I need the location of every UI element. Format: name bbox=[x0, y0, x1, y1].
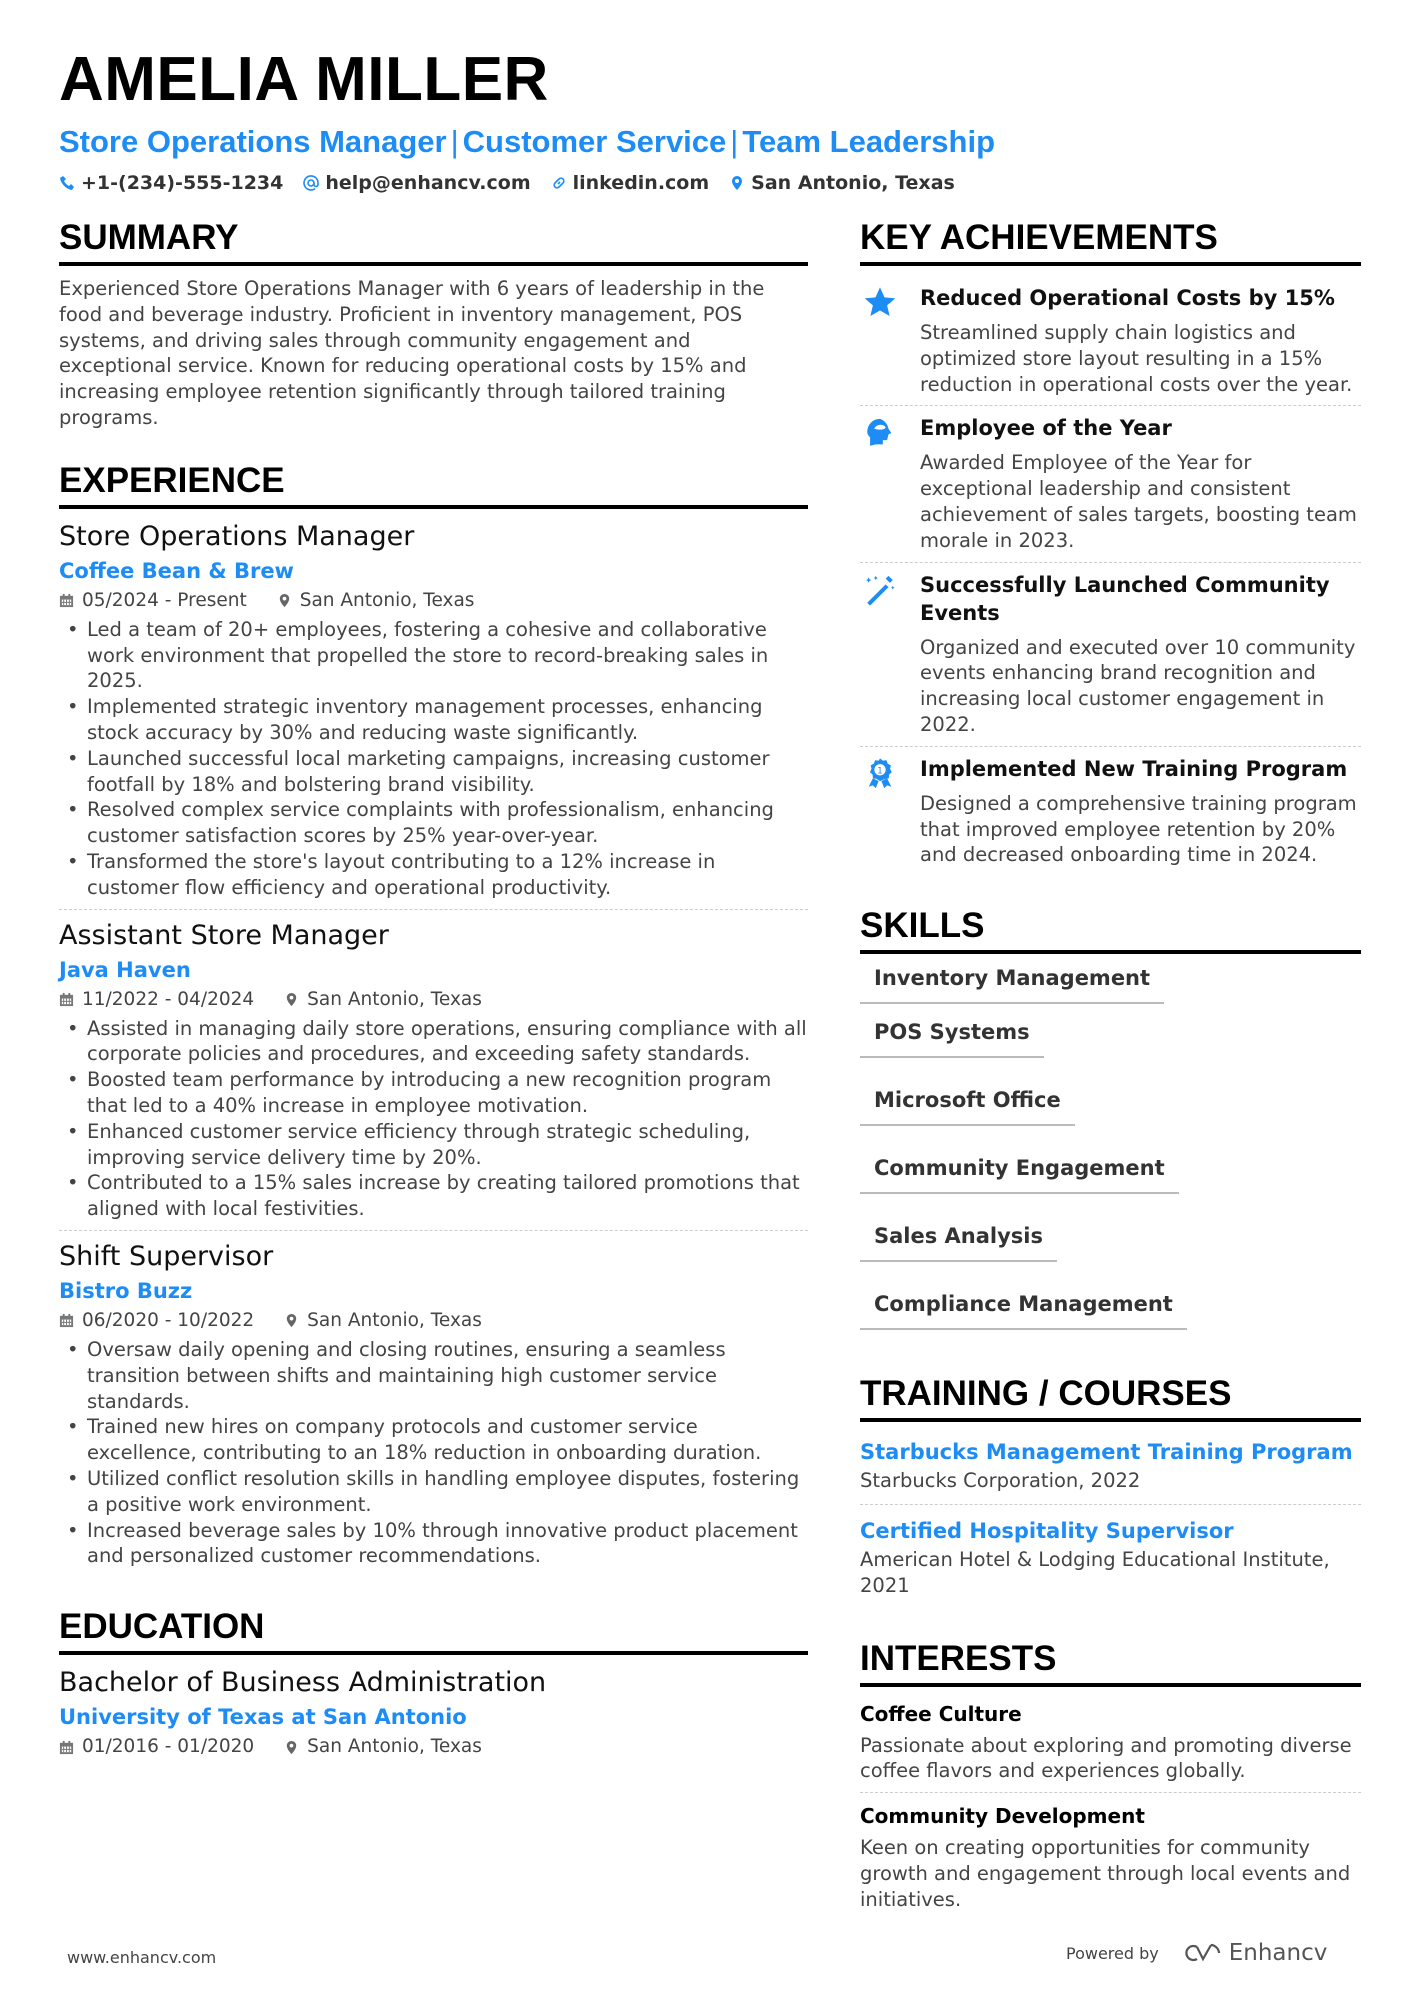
contact-text: +1-(234)-555-1234 bbox=[81, 172, 284, 194]
degree: Bachelor of Business Administration bbox=[59, 1667, 547, 1699]
interest-text: Keen on creating opportunities for community growth and engagement through local events and initiatives. bbox=[860, 1836, 1351, 1911]
course-title[interactable]: Starbucks Management Training Program bbox=[860, 1440, 1353, 1465]
footer-website[interactable]: www.enhancv.com bbox=[67, 1948, 217, 1967]
education-entry bbox=[59, 1665, 808, 1771]
location-icon bbox=[729, 175, 745, 191]
dates bbox=[59, 1733, 254, 1761]
bullet-item: • Enhanced customer service efficiency through strategic scheduling, improving service delivery time by 20%. bbox=[59, 1119, 808, 1171]
interest-text: Passionate about exploring and promoting diverse coffee flavors and experiences globally. bbox=[860, 1733, 1352, 1783]
skill-tag: POS Systems bbox=[860, 1018, 1044, 1058]
experience-section bbox=[59, 459, 808, 1577]
headline bbox=[59, 122, 995, 162]
location bbox=[284, 986, 482, 1014]
achievement-item bbox=[860, 747, 1361, 876]
location-text: San Antonio, Texas bbox=[307, 1736, 482, 1758]
left-column bbox=[59, 216, 808, 1799]
section-title: EXPERIENCE bbox=[59, 459, 808, 509]
achievement-text: Awarded Employee of the Year for exceptional leadership and consistent achievement of sales targets, boosting team morale in 2023. bbox=[920, 451, 1357, 552]
date-location bbox=[59, 1307, 808, 1335]
link-icon bbox=[551, 175, 567, 191]
achievement-text: Organized and executed over 10 community events enhancing brand recognition and increasing local customer engagement in 2022. bbox=[920, 635, 1356, 736]
job-title: Assistant Store Manager bbox=[59, 919, 389, 951]
head-brain-icon bbox=[860, 414, 900, 553]
right-column bbox=[860, 216, 1361, 1949]
interest-item bbox=[860, 1799, 1361, 1920]
dates-text: 01/2016 - 01/2020 bbox=[82, 1736, 255, 1758]
dates-text: 11/2022 - 04/2024 bbox=[82, 988, 255, 1010]
achievement-title: Employee of the Year bbox=[920, 416, 1172, 441]
achievement-title: Implemented New Training Program bbox=[920, 756, 1348, 781]
location-icon bbox=[284, 992, 299, 1007]
calendar-icon bbox=[59, 593, 74, 608]
at-icon bbox=[303, 175, 319, 191]
bullet-item: • Utilized conflict resolution skills in handling employee disputes, fostering a positive work environment. bbox=[59, 1466, 808, 1518]
location-text: San Antonio, Texas bbox=[299, 589, 475, 611]
dates bbox=[59, 587, 247, 615]
powered-by-label: Powered by bbox=[1066, 1943, 1159, 1963]
company-name[interactable]: Bistro Buzz bbox=[59, 1278, 193, 1303]
section-title: TRAINING / COURSES bbox=[860, 1372, 1361, 1422]
bullet-item: • Resolved complex service complaints with professionalism, enhancing customer satisfaction scores by 25% year-over-year. bbox=[59, 797, 808, 849]
contact-at[interactable] bbox=[303, 172, 530, 194]
headline-item: Store Operations Manager bbox=[59, 124, 447, 159]
dates bbox=[59, 1307, 254, 1335]
skill-tag: Sales Analysis bbox=[860, 1222, 1057, 1262]
training-section bbox=[860, 1372, 1361, 1608]
bullet-item: • Implemented strategic inventory management processes, enhancing stock accuracy by 30% and reducing waste significantly. bbox=[59, 694, 808, 746]
svg-text:1: 1 bbox=[877, 766, 883, 777]
location-icon bbox=[277, 593, 292, 608]
achievement-body bbox=[920, 571, 1361, 738]
education-section bbox=[59, 1605, 808, 1771]
key-achievements-section bbox=[860, 216, 1361, 876]
achievement-item bbox=[860, 406, 1361, 562]
dates-text: 05/2024 - Present bbox=[82, 589, 247, 611]
dates-text: 06/2020 - 10/2022 bbox=[82, 1309, 255, 1331]
section-title: SKILLS bbox=[860, 904, 1361, 954]
footer-branding bbox=[1066, 1940, 1327, 1966]
achievement-item bbox=[860, 276, 1361, 406]
date-location bbox=[59, 986, 808, 1014]
bullet-item: • Transformed the store's layout contributing to a 12% increase in customer flow efficiency and operational productivity. bbox=[59, 849, 808, 901]
skill-tag: Microsoft Office bbox=[860, 1086, 1075, 1126]
headline-item: Team Leadership bbox=[742, 124, 996, 159]
location bbox=[284, 1307, 482, 1335]
calendar-icon bbox=[59, 1740, 74, 1755]
course-provider: American Hotel & Lodging Educational Institute, 2021 bbox=[860, 1547, 1330, 1597]
section-title: KEY ACHIEVEMENTS bbox=[860, 216, 1361, 266]
summary-section bbox=[59, 216, 808, 431]
job-entry bbox=[59, 918, 808, 1231]
date-location bbox=[59, 587, 808, 615]
bullet-item: • Assisted in managing daily store operations, ensuring compliance with all corporate policies and procedures, and exceeding safety standards. bbox=[59, 1016, 808, 1068]
job-title: Shift Supervisor bbox=[59, 1240, 274, 1272]
bullet-item: • Oversaw daily opening and closing routines, ensuring a seamless transition between shifts and maintaining high customer service standards. bbox=[59, 1337, 808, 1414]
bullet-item: • Contributed to a 15% sales increase by creating tailored promotions that aligned with local festivities. bbox=[59, 1170, 808, 1222]
location bbox=[284, 1733, 482, 1761]
contact-location[interactable] bbox=[729, 172, 955, 194]
location-text: San Antonio, Texas bbox=[307, 1309, 482, 1331]
candidate-name: AMELIA MILLER bbox=[59, 45, 549, 114]
achievement-text: Streamlined supply chain logistics and optimized store layout resulting in a 15% reduction in operational costs over the year. bbox=[920, 321, 1353, 396]
award-ribbon-icon bbox=[860, 755, 900, 868]
job-title: Store Operations Manager bbox=[59, 520, 415, 552]
achievement-text: Designed a comprehensive training program that improved employee retention by 20% and decreased onboarding time in 2024. bbox=[920, 791, 1357, 867]
course-title[interactable]: Certified Hospitality Supervisor bbox=[860, 1518, 1234, 1543]
training-item bbox=[860, 1432, 1361, 1505]
achievement-title: Reduced Operational Costs by 15% bbox=[920, 286, 1335, 310]
contact-info bbox=[59, 172, 995, 194]
calendar-icon bbox=[59, 992, 74, 1007]
achievement-body bbox=[920, 755, 1361, 868]
job-bullets bbox=[59, 1016, 808, 1222]
skill-tag: Compliance Management bbox=[860, 1290, 1187, 1330]
job-bullets bbox=[59, 1337, 808, 1569]
contact-text: help@enhancv.com bbox=[325, 172, 531, 194]
company-name[interactable]: Coffee Bean & Brew bbox=[59, 558, 294, 583]
section-title: SUMMARY bbox=[59, 216, 808, 266]
magic-wand-icon bbox=[860, 571, 900, 738]
course-provider: Starbucks Corporation, 2022 bbox=[860, 1469, 1141, 1493]
contact-text: linkedin.com bbox=[572, 172, 710, 194]
skills-section bbox=[860, 904, 1361, 1344]
company-name[interactable]: Java Haven bbox=[59, 957, 191, 982]
bullet-item: • Led a team of 20+ employees, fostering a cohesive and collaborative work environment that propelled the store to record-breaking sales in 2025. bbox=[59, 617, 808, 694]
bullet-item: • Trained new hires on company protocols and customer service excellence, contributing to an 18% reduction in onboarding duration. bbox=[59, 1414, 808, 1466]
location-icon bbox=[284, 1313, 299, 1328]
bullet-item: • Increased beverage sales by 10% through innovative product placement and personalized customer recommendations. bbox=[59, 1518, 808, 1570]
location-icon bbox=[284, 1740, 299, 1755]
interest-title: Coffee Culture bbox=[860, 1701, 1022, 1726]
achievement-item bbox=[860, 563, 1361, 747]
interest-title: Community Development bbox=[860, 1804, 1145, 1829]
location bbox=[277, 587, 475, 615]
interest-item bbox=[860, 1697, 1361, 1794]
contact-phone[interactable] bbox=[59, 172, 283, 194]
school-name[interactable]: University of Texas at San Antonio bbox=[59, 1705, 467, 1730]
dates bbox=[59, 986, 254, 1014]
bullet-item: • Launched successful local marketing campaigns, increasing customer footfall by 18% and bolstering brand visibility. bbox=[59, 746, 808, 798]
summary-text: Experienced Store Operations Manager with 6 years of leadership in the food and beverage industry. Proficient in inventory management, POS systems, and driving sales through community engagement and exceptional service. Known for reducing operational costs by 15% and increasing employee retention significantly through tailored training programs. bbox=[59, 277, 765, 429]
job-entry bbox=[59, 519, 808, 910]
enhancv-logo bbox=[1183, 1940, 1328, 1966]
skill-tag: Community Engagement bbox=[860, 1154, 1179, 1194]
brand-name: Enhancv bbox=[1228, 1940, 1328, 1966]
section-title: INTERESTS bbox=[860, 1637, 1361, 1687]
headline-item: Customer Service bbox=[462, 124, 727, 159]
achievement-body bbox=[920, 284, 1361, 397]
section-title: EDUCATION bbox=[59, 1605, 808, 1655]
resume-header bbox=[59, 44, 995, 194]
contact-link[interactable] bbox=[551, 172, 710, 194]
training-item bbox=[860, 1511, 1361, 1609]
job-entry bbox=[59, 1239, 808, 1577]
achievement-title: Successfully Launched Community Events bbox=[920, 572, 1330, 625]
achievement-body bbox=[920, 414, 1361, 553]
job-bullets bbox=[59, 617, 808, 901]
calendar-icon bbox=[59, 1313, 74, 1328]
contact-text: San Antonio, Texas bbox=[751, 172, 955, 194]
headline-separator: | bbox=[450, 124, 459, 159]
phone-icon bbox=[59, 175, 75, 191]
star-icon bbox=[860, 284, 900, 397]
bullet-item: • Boosted team performance by introducing a new recognition program that led to a 40% increase in employee motivation. bbox=[59, 1067, 808, 1119]
location-text: San Antonio, Texas bbox=[307, 988, 482, 1010]
interests-section bbox=[860, 1637, 1361, 1921]
skill-tag: Inventory Management bbox=[860, 964, 1164, 1004]
enhancv-logo-icon bbox=[1183, 1943, 1221, 1963]
date-location bbox=[59, 1733, 808, 1761]
headline-separator: | bbox=[730, 124, 739, 159]
